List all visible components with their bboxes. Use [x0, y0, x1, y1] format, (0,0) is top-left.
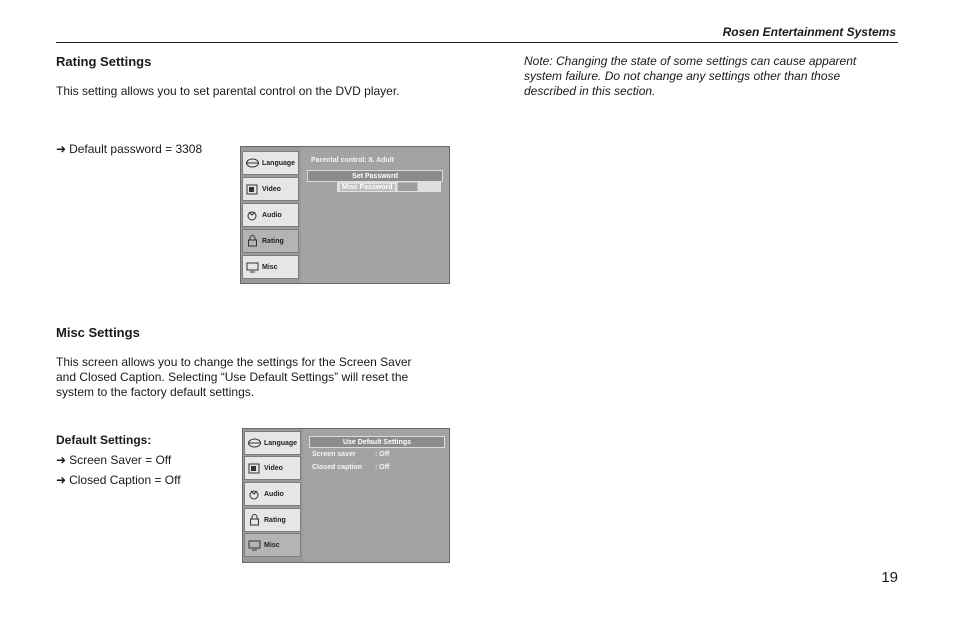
tab-language: Language	[244, 431, 301, 455]
monitor-icon	[247, 539, 261, 551]
lock-icon	[247, 514, 261, 526]
tab-misc: Misc	[242, 255, 299, 279]
note-text: Note: Changing the state of some settings can cause apparent system failure. Do not change any settings other than those described in this section.	[524, 54, 857, 98]
video-icon	[245, 183, 259, 195]
tab-video: Video	[244, 456, 301, 480]
tab-video: Video	[242, 177, 299, 201]
closed-caption-value: : Off	[375, 464, 390, 471]
page-number: 19	[881, 569, 898, 586]
tab-rating: Rating	[244, 508, 301, 532]
arrow-right-icon: ➜	[56, 453, 67, 467]
arrow-right-icon: ➜	[56, 473, 67, 487]
tab-audio: Audio	[244, 482, 301, 506]
rating-description: This setting allows you to set parental control on the DVD player.	[56, 84, 400, 98]
monitor-icon	[245, 261, 259, 273]
set-password-item: Set Password	[307, 170, 443, 182]
default-screen-saver: ➜ Screen Saver = Off	[56, 453, 172, 467]
menu-content	[303, 429, 449, 562]
language-icon	[245, 157, 259, 169]
tab-language: Language	[242, 151, 299, 175]
password-label: Misc Password	[342, 183, 393, 191]
menu-content	[301, 147, 449, 283]
tab-audio: Audio	[242, 203, 299, 227]
lock-icon	[245, 235, 259, 247]
closed-caption-label: Closed caption	[312, 464, 363, 471]
misc-menu-screenshot	[242, 428, 450, 563]
password-mask: ████	[397, 183, 418, 191]
default-password-item	[56, 142, 202, 156]
audio-icon	[245, 209, 259, 221]
tab-rating: Rating	[242, 229, 299, 253]
default-closed-caption: ➜ Closed Caption = Off	[56, 473, 181, 487]
header-brand: Rosen Entertainment Systems	[722, 25, 896, 39]
rating-menu-screenshot	[240, 146, 450, 284]
misc-description: This screen allows you to change the settings for the Screen Saver and Closed Caption. Selecting “Use Default Settings” will reset the system to the factory default settings.	[56, 355, 412, 399]
screen-saver-label: Screen saver	[312, 451, 356, 458]
audio-icon	[247, 488, 261, 500]
password-field	[337, 182, 441, 192]
rating-title: Rating Settings	[56, 54, 152, 69]
misc-title: Misc Settings	[56, 325, 140, 340]
tab-misc: Misc	[244, 533, 301, 557]
header-rule	[56, 42, 898, 43]
default-settings-heading: Default Settings:	[56, 433, 152, 447]
arrow-right-icon: ➜	[56, 142, 67, 156]
screen-saver-value: : Off	[375, 451, 390, 458]
use-default-settings-item: Use Default Settings	[309, 436, 445, 448]
video-icon	[247, 462, 261, 474]
language-icon	[247, 437, 261, 449]
default-password-text: Default password = 3308	[69, 142, 203, 156]
parental-control-label: Parental control: 8. Adult	[311, 157, 394, 164]
